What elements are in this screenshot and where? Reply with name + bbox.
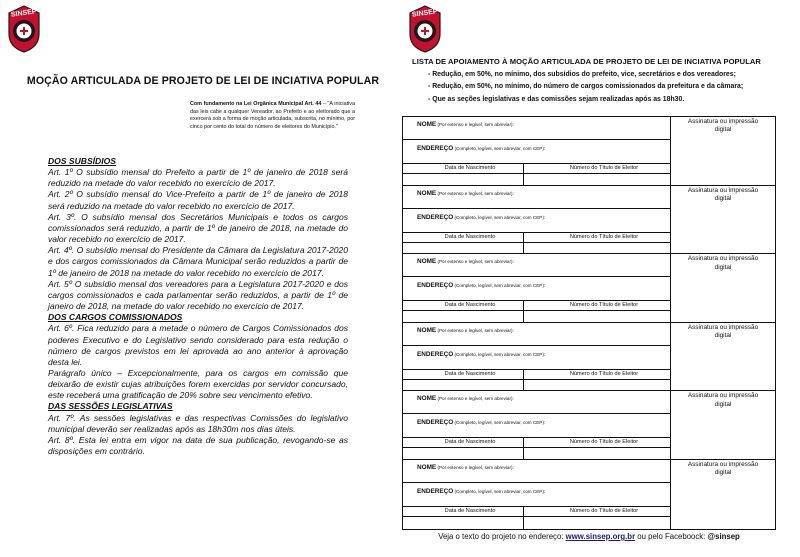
voter-id-label: Número do Título de Eleitor [569, 302, 639, 309]
signature-label [671, 186, 775, 204]
voter-id-field[interactable] [524, 174, 670, 185]
address-label: ENDEREÇO [417, 145, 454, 152]
signature-record [403, 323, 775, 392]
name-label: NOME [417, 258, 437, 266]
address-hint: (Completo, legível, sem abreviar, com CEP): [453, 351, 546, 357]
voter-id-label: Número do Título de Eleitor [569, 507, 639, 514]
list-bullets [428, 69, 793, 106]
name-label: NOME [417, 121, 437, 128]
id-fields [403, 507, 670, 529]
signature-record [403, 117, 775, 186]
address-hint: (Completo, legível, sem abreviar, com CEP): [453, 420, 546, 426]
id-fields-values [403, 448, 670, 459]
address-field[interactable] [403, 209, 670, 233]
voter-id-field[interactable] [524, 517, 670, 529]
name-field[interactable] [403, 254, 670, 277]
id-fields [403, 370, 670, 391]
birth-date-label: Data de Nascimento [417, 438, 524, 447]
signer-details [403, 254, 671, 322]
birth-date-label: Data de Nascimento [417, 233, 524, 242]
birth-date-field[interactable] [417, 380, 524, 391]
signature-label-line-2: digital [714, 332, 732, 340]
name-field[interactable] [403, 460, 670, 483]
voter-id-field[interactable] [524, 243, 670, 254]
voter-id-label: Número do Título de Eleitor [569, 165, 639, 171]
svg-text:SINSEP: SINSEP [411, 8, 438, 19]
bill-text [48, 156, 348, 457]
signature-field[interactable] [671, 323, 775, 391]
name-hint: (Por extenso e legível, sem abreviar): [436, 464, 514, 470]
id-fields-header [403, 438, 670, 448]
id-fields-values [403, 243, 670, 254]
footer [402, 532, 776, 541]
svg-text:SINSEP: SINSEP [10, 8, 37, 19]
signer-details [403, 186, 671, 254]
sole-paragraph: Parágrafo único – Excepcionalmente, para os cargos em comissão que deixarão de existir cujas atribuições forem exercidas por servidor concursado, este receberá uma gratificação de 20% sobre seu vencimento efetivo. [48, 367, 348, 401]
birth-date-label: Data de Nascimento [417, 370, 524, 379]
name-hint: (Por extenso e legível, sem abreviar): [436, 259, 514, 265]
signature-field[interactable] [671, 391, 775, 459]
address-field[interactable] [403, 483, 670, 507]
signature-record [403, 391, 775, 460]
signature-label-line-1: Assinatura ou impressão [687, 323, 759, 331]
name-label: NOME [417, 189, 437, 197]
signature-field[interactable] [671, 254, 775, 322]
signature-label-line-2: digital [714, 263, 732, 271]
id-fields-header [403, 370, 670, 380]
signature-label-line-1: Assinatura ou impressão [687, 186, 759, 194]
signature-label [671, 254, 775, 272]
signature-label-line-2: digital [714, 400, 732, 408]
signature-record [403, 186, 775, 255]
article-7: Art. 7º. As sessões legislativas e das respectivas Comissões do legislativo municipal deverão ser realizadas após as 18h30m nos dias úteis. [48, 412, 348, 434]
sinsep-logo [407, 4, 443, 54]
signature-label [671, 323, 775, 341]
signature-field[interactable] [671, 117, 775, 185]
name-hint: (Por extenso e legível, sem abreviar): [436, 327, 514, 333]
address-field[interactable] [403, 277, 670, 301]
voter-id-label: Número do Título de Eleitor [569, 439, 639, 446]
signature-label [671, 117, 775, 135]
id-fields [403, 233, 670, 254]
footer-middle: ou pelo Faceboock: [635, 532, 708, 541]
signature-form-table [402, 116, 776, 530]
signature-field[interactable] [671, 460, 775, 529]
bullet-item: - Redução, em 50%, no mínimo, dos subsídios do prefeito, vice, secretários e dos vereadores; [428, 71, 736, 78]
address-field[interactable] [403, 140, 670, 164]
name-field[interactable] [403, 117, 670, 140]
birth-date-field[interactable] [417, 517, 524, 529]
voter-id-field[interactable] [524, 380, 670, 391]
article-8: Art. 8º. Esta lei entra em vigor na data de sua publicação, revogando-se as disposições em contrário. [48, 434, 348, 457]
article-6: Art. 6º. Fica reduzido para a metade o número de Cargos Comissionados dos poderes Executivo e do Legislativo sendo considerado para esta redução o número de cargos previstos em lei aprovada ao ano anterior à aprovação desta lei. [48, 323, 348, 367]
birth-date-field[interactable] [417, 311, 524, 322]
id-fields-header [403, 233, 670, 243]
motion-title: MOÇÃO ARTICULADA DE PROJETO DE LEI DE INCIATIVA POPULAR [26, 75, 380, 87]
id-fields-values [403, 517, 670, 529]
section-heading-subsidios: DOS SUBSÍDIOS [48, 156, 116, 166]
signature-label [671, 391, 775, 409]
name-label: NOME [417, 326, 437, 334]
voter-id-field[interactable] [524, 448, 670, 459]
signer-details [403, 460, 671, 529]
id-fields-header [403, 507, 670, 517]
article-1: Art. 1º O subsídio mensal do Prefeito a partir de 1º de janeiro de 2018 será reduzido na metade do valor recebido no exercício de 2017. [48, 167, 348, 189]
address-label: ENDEREÇO [417, 419, 454, 427]
section-heading-cargos: DOS CARGOS COMISSIONADOS [48, 312, 183, 323]
id-fields-values [403, 311, 670, 322]
address-field[interactable] [403, 414, 670, 438]
signature-label [671, 460, 775, 478]
name-field[interactable] [403, 186, 670, 209]
bullet-item: - Redução, em 50%, no mínimo, do número de cargos comissionados da prefeitura e da câmara; [428, 83, 744, 91]
legal-basis [190, 101, 355, 131]
article-5: Art. 5º O subsídio mensal dos vereadores para a Legislatura 2017-2020 e dos cargos comissionados e cada parlamentar serão reduzidos, a partir de 1º de janeiro de 2018, na metade do valor recebido no exercício de 2017. [48, 278, 348, 312]
name-hint: (Por extenso e legível, sem abreviar): [436, 122, 514, 127]
id-fields [403, 438, 670, 459]
birth-date-label: Data de Nascimento [417, 507, 524, 516]
voter-id-label: Número do Título de Eleitor [569, 370, 639, 377]
address-hint: (Completo, legível, sem abreviar, com CEP): [453, 283, 546, 289]
signature-label-line-2: digital [714, 126, 732, 134]
id-fields-header [403, 301, 670, 311]
signer-details [403, 391, 671, 459]
signature-label-line-2: digital [714, 195, 732, 202]
address-label: ENDEREÇO [417, 282, 454, 290]
signature-label-line-2: digital [714, 469, 732, 477]
id-fields-values [403, 380, 670, 391]
name-field[interactable] [403, 323, 670, 346]
signature-record [403, 254, 775, 323]
birth-date-label: Data de Nascimento [417, 164, 524, 173]
article-2: Art. 2º O subsídio mensal do Vice-Prefeito a partir de 1º de janeiro de 2018 será reduzido na metade do valor recebido no exercício de 2017. [48, 189, 348, 211]
legal-basis-quote: – "A iniciativa das leis cabe a qualquer Vereador, ao Prefeito e ao eleitorado que a exercerá sob a forma de moção articulada, subscrita, no mínimo, por cinco por cento do total do número de eleitores do Município." [190, 101, 355, 130]
birth-date-field[interactable] [417, 174, 524, 185]
website-link[interactable]: www.sinsep.org.br [565, 532, 636, 541]
voter-id-field[interactable] [524, 311, 670, 322]
address-hint: (Completo, legível, sem abreviar, com CEP): [453, 146, 546, 151]
facebook-handle[interactable]: @sinsep [707, 532, 740, 541]
address-hint: (Completo, legível, sem abreviar, com CEP): [453, 488, 546, 494]
address-label: ENDEREÇO [417, 213, 454, 221]
section-heading-sessoes: DAS SESSÕES LEGISLATIVAS [48, 401, 173, 412]
signature-field[interactable] [671, 186, 775, 254]
address-hint: (Completo, legível, sem abreviar, com CEP): [453, 214, 546, 220]
name-label: NOME [417, 463, 437, 471]
article-4: Art. 4º. O subsídio mensal do Presidente da Câmara da Legislatura 2017-2020 e dos cargos comissionados da Câmara Municipal serão reduzidos a partir de 1º de janeiro de 2018 na metade do valor recebido no exercício de 2017. [48, 245, 348, 278]
legal-basis-reference: Com fundamento na Lei Orgânica Municipal Art. 44 [190, 101, 322, 107]
id-fields [403, 301, 670, 322]
name-field[interactable] [403, 391, 670, 414]
signature-label-line-1: Assinatura ou impressão [687, 392, 759, 400]
birth-date-field[interactable] [417, 448, 524, 459]
list-title: LISTA DE APOIAMENTO À MOÇÃO ARTICULADA DE PROJETO DE LEI DE INCIATIVA POPULAR [412, 57, 761, 66]
voter-id-label: Número do Título de Eleitor [569, 233, 639, 240]
birth-date-field[interactable] [417, 243, 524, 254]
name-label: NOME [417, 395, 437, 403]
address-label: ENDEREÇO [417, 350, 454, 358]
address-label: ENDEREÇO [417, 487, 454, 495]
signer-details [403, 117, 671, 185]
address-field[interactable] [403, 346, 670, 370]
signature-label-line-1: Assinatura ou impressão [687, 255, 759, 263]
id-fields-header [403, 164, 670, 174]
signature-label-line-1: Assinatura ou impressão [687, 118, 759, 125]
bullet-item: - Que as seções legislativas e das comissões sejam realizadas após as 18h30. [428, 95, 685, 103]
name-hint: (Por extenso e legível, sem abreviar): [436, 396, 514, 402]
article-3: Art. 3º. O subsídio mensal dos Secretários Municipais e todos os cargos comissionados será reduzido, a partir de 1º de janeiro de 2018, na metade do valor recebido no exercício de 2017. [48, 211, 348, 245]
id-fields-values [403, 174, 670, 185]
name-hint: (Por extenso e legível, sem abreviar): [436, 190, 514, 196]
sinsep-logo [6, 4, 42, 54]
birth-date-label: Data de Nascimento [417, 301, 524, 310]
signature-record [403, 460, 775, 529]
footer-prefix: Veja o texto do projeto no endereço: [438, 532, 566, 541]
signature-label-line-1: Assinatura ou impressão [687, 460, 759, 468]
id-fields [403, 164, 670, 185]
signer-details [403, 323, 671, 391]
